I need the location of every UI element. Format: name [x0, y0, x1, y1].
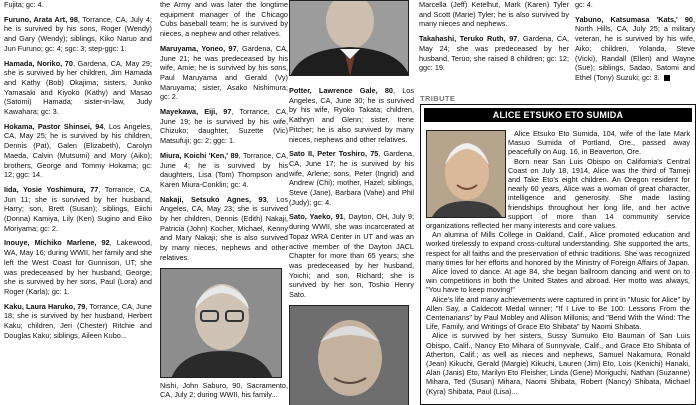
obituary-entry: Hamada, Noriko, 70, Gardena, CA, May 29; she is survived by her children, Jim Hamada and Kathy (Bob) Okajima; sisters, Junko Yamasaki and Kiyoko (Kathy) and Masao (Satomi) Hamada; sister-in-law, Judy Kawahara; gc: 3.	[4, 58, 152, 117]
obituary-entry: Maruyama, Yoneo, 97, Gardena, CA, June 21; he was predeceased by his wife, Amie; he is survived by his sons, Paul Maruyama and Gerald (Vy) Maruyama; sister, Asako Nishimura; gc: 2.	[160, 43, 288, 102]
end-mark-icon	[664, 75, 670, 81]
tribute-paragraph: Alice's life and many achievements were captured in print in "Music for Alice" by Allen Say, a Caldecott Medal winner; "If I Live to Be 100: Lessons From the Centenarians" by Paul Mobley and Allison Millonis; and "Bend With the Wind: The Life, Family, and Writings of Grace Eto Shibata" by Naomi Shibata.	[426, 294, 690, 332]
tribute-paragraph: Alice loved to dance. At age 84, she began ballroom dancing and went on to win competitions in both the United States and abroad. Her motto was always, "You have to keep moving!"	[426, 267, 690, 295]
section-label: TRIBUTE	[420, 94, 456, 103]
portrait-photo-man-tie	[289, 0, 409, 76]
obituary-entry: Mayekawa, Eiji, 97, Torrance, CA, June 19; he is survived by his wife, Chizuko; daughter, Suzette (Vic) Matsufuji; gc: 2; ggc: 1.	[160, 107, 288, 146]
obituary-entry: Kaku, Laura Haruko, 79, Torrance, CA, June 18; she is survived by her husband, Herbert Kaku; children, Jeri (Chester) Ritchie and Douglas Kaku; siblings, Aileen Kubo...	[4, 301, 152, 340]
obituary-entry: Inouye, Michiko Marlene, 92, Lakewood, WA, May 16; during WWII, her family and she left the West Coast for Gunnison, UT; she was predeceased by her husband, George; she is survived by her sons, Paul (Lora) and Roger (Karla); gc: 1.	[4, 238, 152, 296]
portrait-image	[290, 1, 409, 76]
entry-fragment: the Army and was later the longtime equipment manager of the Chicago Cubs baseball team; he is survived by nieces, a nephew and other relatives.	[160, 0, 288, 39]
portrait-photo-elderly-man	[289, 305, 409, 405]
obituary-column-1	[4, 0, 152, 405]
portrait-photo-man-glasses	[160, 268, 282, 378]
entry-fragment: gc: 4.	[575, 0, 593, 9]
tribute-portrait-photo	[426, 130, 506, 218]
obituary-entry: Hokama, Pastor Shinsei, 94, Los Angeles, CA, May 25; he is survived by his children, Dennis (Pat), Galen (Elizabeth), Carolyn Maeda, Calvin (Mutsumi) and Mory (Aiko); brothers, George and Tommy Hokama; gc: 12; ggc: 14.	[4, 121, 152, 180]
obituary-entry: Takahashi, Teruko Ruth, 97, Gardena, CA, May 24; she was predeceased by her husband, Teruo; she raised 8 children; gc: 12; ggc: 19.	[419, 34, 569, 73]
tribute-paragraph: Alice Etsuko Eto Sumida, 104, wife of the late Mark Masuo Sumida of Portland, Ore., passed away peacefully on Aug. 16, in Beaverton, Ore.	[508, 129, 690, 157]
portrait-image	[427, 131, 506, 218]
obituary-entry: Nakaji, Setsuko Agnes, 93, Los Angeles, CA, May 23; she is survived by her children, Dennis (Edith) Nakaji, Patricia (John) Kocher, Michael, Kenny and Mary Nakaji; she is also survived by many nieces, nephews and other relatives.	[160, 194, 288, 262]
obituary-entry: Sato, Yaeko, 91, Dayton, OH, July 9; during WWII, she was incarcerated at Topaz WRA Center in UT and was an active member of the Dayton JACL Chapter for more than 65 years; she was predeceased by her husband, Yoichi; and son, Richard; she is survived by her son, Toshio Henry Sato.	[289, 212, 414, 300]
tribute-paragraph: Born near San Luis Obispo on California's Central Coast on July 18, 1914, Alice was the third of Tameji and Take Eto's eight children. An Oregon resident for nearly 60 years, Alice was a woman of great character, intelligence and generosity. She made lasting friendships throughout her long life, and her active support of more than 14 community service organizations reflected her many interests and core values.	[426, 156, 690, 231]
tribute-box	[420, 104, 696, 405]
obituary-entry: Iida, Yosie Yoshimura, 77, Torrance, CA, Jun 11; she is survived by her husband, Harry; son, Brett (Susan); siblings, Eiichi (Donna) Kamiya, Lily (Ken) Sugino and Eiko Moriyama; gc: 2.	[4, 184, 152, 233]
obituary-entry: Marcella (Jeff) Ketelhut, Mark (Karen) Tyler and Scott (Marie) Tyler; he is also survived by many nieces and nephews.	[419, 0, 569, 29]
obituary-column-4	[419, 0, 569, 88]
obituary-entry: Miura, Koichi 'Ken,' 89, Torrance, CA, June 4; he is survived by his daughters, Lisa (Tom) Thompson and Karen Miura-Conklin; gc: 4.	[160, 150, 288, 189]
tribute-paragraph: Alice is survived by her sisters, Sussy Sumuko Eto Bauman of San Luis Obispo, Calif., Nancy Eto Mihara of Sunnyvale, Calif., and Grace Eto Shibata of Atherton, Calif.; as well as nieces and nephews, Samuel Nakamura, Ronald (Jean) Kikuchi, Gerald (Margie) Kikuchi, Lauren (Jim) Eto, Lois (Kenichi) Hanaki, Alan (Janis) Eto, Marilyn Eto Fleisher, Linda (Gene) Moriguchi, Nathan (Suzanne) Mihara, Ted (Susan) Mihara, Naomi Shibata, Robert (Nancy) Shibata, Michael (Kyra) Shibata, Paul (Lisa)...	[426, 331, 690, 396]
obituary-entry: Furuno, Arata Art, 98, Torrance, CA, July 4; he is survived by his sons, Roger (Wendy) and Gary (Wendy); siblings, Kiko Naruo and Jun Furuno; gc: 4; sgc: 3; step-ggc: 1.	[4, 14, 152, 53]
obituary-column-5	[575, 0, 695, 88]
tribute-paragraph: An alumna of Mills College in Oakland, Calif., Alice promoted education and worked tirelessly to expand cross-cultural understanding. She supported the arts, respect for all faiths and the preservation of ethnic traditions. She was recognized many times for her efforts and honored by the Ministry of Foreign Affairs of Japan.	[426, 230, 690, 267]
portrait-image	[290, 306, 409, 405]
obituary-column-2	[160, 0, 288, 405]
obituary-entry: Potter, Lawrence Gale, 80, Los Angeles, CA, June 30; he is survived by his wife, Ryoko Takata; children, Kathryn and Glenn; sister, Irene Pitcher; he is also survived by many nieces, nephews and other relatives.	[289, 86, 414, 144]
tribute-title: ALICE ETSUKO ETO SUMIDA	[424, 108, 692, 122]
obituary-entry: Yabuno, Katsumasa 'Kats,' 90, North Hills, CA, July 25; a military veteran, he is survived by his wife, Aiko; children, Yolanda, Steve (Vicki), Randall (Ellen) and Wayne (Sue); siblings, Sadao, Satomi and Ethel (Tony) Suzuki; gc: 3.	[575, 14, 695, 82]
obituary-entry: Sato II, Peter Toshiro, 75, Gardena, CA, June 17; he is survived by his wife, Arlene; sons, Peter (Ingrid) and Andrew (Chi); mother, Hazel; siblings, Steve (Jane), Barbara (Vahe) and Phil (Judy); gc: 4.	[289, 149, 414, 207]
portrait-image	[161, 269, 282, 378]
obituary-column-3	[289, 0, 414, 405]
entry-fragment: Fujita; gc: 4.	[4, 0, 44, 9]
entry-fragment: Nishi, John Saburo, 90, Sacramento, CA, July 2; during WWII, his family...	[160, 380, 288, 400]
